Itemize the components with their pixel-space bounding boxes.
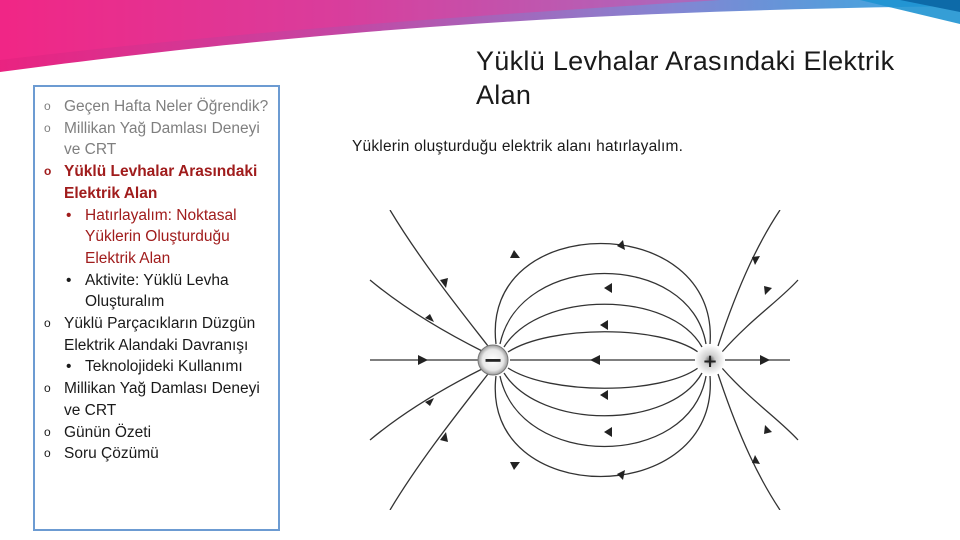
bullet-icon: o: [44, 164, 52, 179]
bullet-icon: o: [44, 99, 51, 113]
agenda-panel: [33, 85, 280, 531]
agenda-item: [42, 443, 276, 465]
bullet-icon: o: [44, 424, 51, 439]
agenda-item-label: Teknolojideki Kullanımı: [85, 358, 243, 376]
agenda-item: [42, 422, 276, 444]
agenda-item-label: Hatırlayalım: Noktasal Yüklerin Oluşturduğu Elektrik Alan: [85, 206, 237, 267]
agenda-item: [42, 161, 276, 204]
agenda-subitem: [42, 270, 276, 313]
bullet-icon: •: [66, 206, 72, 224]
electric-field-diagram: [360, 210, 800, 510]
positive-charge: [695, 345, 725, 375]
agenda-item-label: Aktivite: Yüklü Levha Oluşturalım: [85, 271, 229, 311]
agenda-item-label: Millikan Yağ Damlası Deneyi ve CRT: [64, 119, 260, 159]
agenda-item-label: Yüklü Parçacıkların Düzgün Elektrik Alandaki Davranışı: [64, 315, 256, 354]
bullet-icon: o: [44, 381, 51, 396]
slide-subtitle: Yüklerin oluşturduğu elektrik alanı hatırlayalım.: [352, 138, 684, 155]
negative-sign: −: [482, 346, 504, 374]
bullet-icon: •: [66, 271, 72, 289]
agenda-subitem: [42, 205, 276, 270]
agenda-item: [42, 378, 276, 421]
agenda-subitem: [42, 356, 276, 378]
negative-charge: [478, 345, 508, 375]
slide-title: Yüklü Levhalar Arasındaki Elektrik Alan: [476, 46, 895, 110]
agenda-item-label: Yüklü Levhalar Arasındaki Elektrik Alan: [64, 163, 258, 202]
agenda-list: [42, 96, 276, 465]
agenda-item-label: Günün Özeti: [64, 423, 152, 441]
field-lines: [370, 210, 798, 510]
agenda-item-label: Millikan Yağ Damlası Deneyi ve CRT: [64, 380, 260, 419]
agenda-item-label: Geçen Hafta Neler Öğrendik?: [64, 98, 269, 115]
agenda-item: [42, 118, 276, 161]
agenda-item: [42, 96, 276, 118]
agenda-item: [42, 313, 276, 356]
bullet-icon: o: [44, 446, 51, 461]
agenda-item-label: Soru Çözümü: [64, 445, 159, 463]
bullet-icon: o: [44, 316, 51, 331]
positive-sign: +: [702, 351, 718, 372]
bullet-icon: o: [44, 120, 51, 135]
bullet-icon: •: [66, 358, 72, 376]
